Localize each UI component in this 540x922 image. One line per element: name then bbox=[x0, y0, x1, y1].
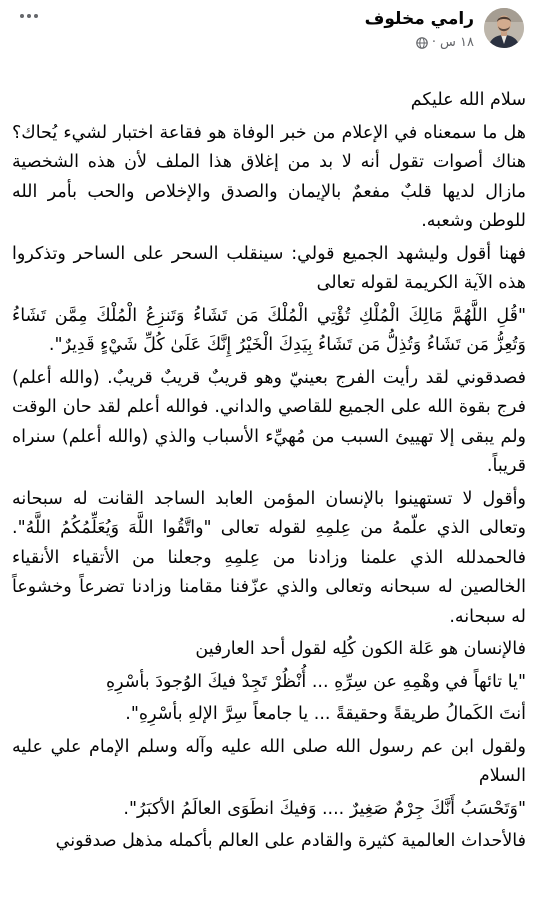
post-paragraph: فالإنسان هو عَلة الكون كُلِه لقول أحد العارفين bbox=[195, 639, 526, 659]
poem-line: أنتَ الكَمالُ طريقةً وحقيقةً ... يا جامعاً سِرَّ الإلهِ بأسْرِهِ". bbox=[125, 704, 526, 724]
quran-verse: "قُلِ اللَّهُمَّ مَالِكَ الْمُلْكِ تُؤْتِي الْمُلْكَ مَن تَشَاءُ وَتَنزِعُ الْمُلْكَ مِمَّن تَشَاءُ وَتُعِزُّ مَن تَشَاءُ وَتُذِلُّ مَن تَشَاءُ بِيَدِكَ الْخَيْرُ إِنَّكَ عَلَىٰ كُلِّ شَيْءٍ قَدِيرٌ". bbox=[12, 305, 526, 355]
author-name[interactable]: رامي مخلوف bbox=[364, 9, 474, 29]
meta-separator: · bbox=[431, 35, 437, 50]
author-avatar[interactable] bbox=[484, 8, 524, 48]
post-body bbox=[12, 86, 526, 860]
post-meta bbox=[416, 35, 474, 50]
post-paragraph: ولقول ابن عم رسول الله صلى الله عليه وآله وسلم الإمام علي عليه السلام bbox=[12, 736, 526, 786]
more-options-icon[interactable] bbox=[14, 6, 44, 26]
post-paragraph: وأقول لا تستهينوا بالإنسان المؤمن العابد الساجد القانت له سبحانه وتعالى الذي علّمهُ من عِلمِهِ لقوله تعالى "واتَّقُوا اللَّهَ وَيُعَلِّمُكُمُ اللَّهُ". فالحمدلله الذي علمنا وزادنا من عِلمِهِ وجعلنا من الأتقياء الأنقياء الخالصين له سبحانه وتعالى والذي عزّفنا مقامنا وزادنا تضرعاً وخشوعاً له سبحانه. bbox=[12, 488, 526, 627]
post-paragraph: هل ما سمعناه في الإعلام من خبر الوفاة هو فقاعة اختبار لشيء يُحاك؟ هناك أصوات تقول أنه لا بد من إغلاق هذا الملف لأن هذه الشخصية مازال لديها قلبٌ مفعمٌ بالإيمان والصدق والإخلاص والحب بأمر الله للوطن وشعبه. bbox=[12, 122, 526, 231]
poem-line: "وَتَحْسَبُ أَنَّكَ جِرْمٌ صَغِيرٌ .... وَفيكَ انطَوَى العالَمُ الأكبَرُ". bbox=[123, 798, 526, 819]
globe-icon[interactable] bbox=[416, 37, 428, 49]
profile-photo bbox=[484, 8, 524, 48]
post-timestamp[interactable]: ١٨ س bbox=[440, 35, 474, 50]
post-header bbox=[0, 0, 540, 76]
poem-line: "يا تائهاً في وهْمِهِ عن سِرِّهِ ... أُنْظُرْ تَجِدْ فيكَ الوُجودَ بأسْرِهِ bbox=[105, 671, 526, 692]
post-paragraph: سلام الله عليكم bbox=[410, 90, 526, 110]
post-paragraph: فهنا أقول وليشهد الجميع قولي: سينقلب السحر على الساحر وتذكروا هذه الآية الكريمة لقوله تعالى bbox=[12, 243, 526, 293]
post-paragraph: فصدقوني لقد رأيت الفرج بعينيّ وهو قريبٌ قريبٌ قريبٌ. (والله أعلم) فرج بقوة الله على الجميع للقاصي والداني. فوالله أعلم لقد حان الوقت ولم يبقى إلا تهييئ السبب من مُهيِّء الأسباب والذي (والله أعلم) سنراه قريباً. bbox=[12, 367, 526, 476]
post-paragraph: فالأحداث العالمية كثيرة والقادم على العالم بأكمله مذهل صدقوني bbox=[55, 831, 526, 851]
